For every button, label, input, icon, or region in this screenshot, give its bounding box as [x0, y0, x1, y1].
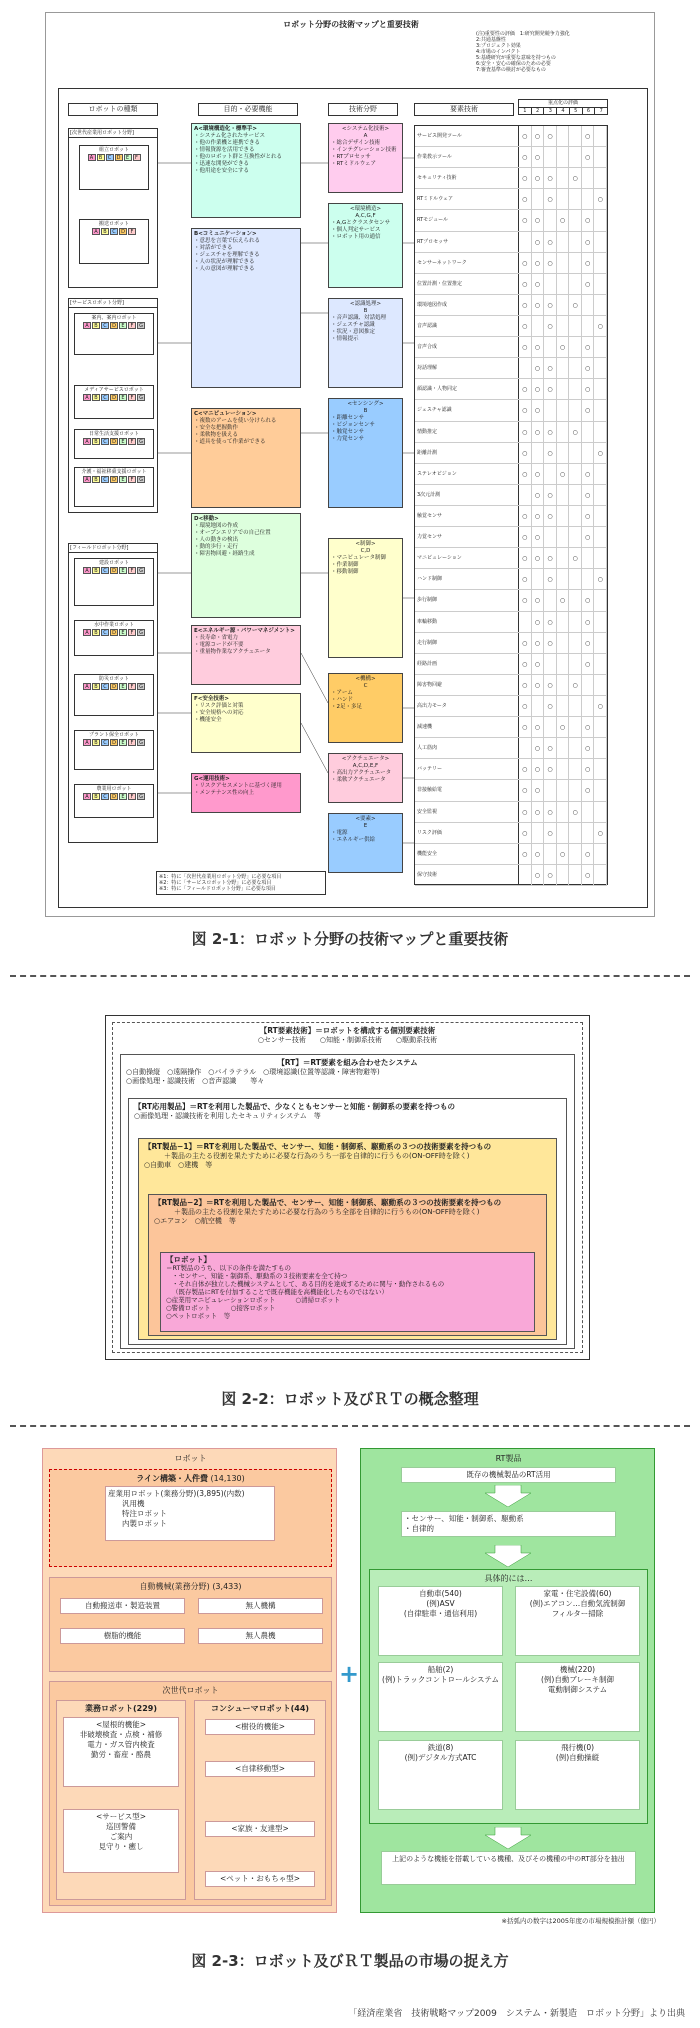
concrete-products-box: 具体的には… 自動車(540) (例)ASV (自律駐車・通信利用) 家電・住宅設備(60) (例)エアコン…自動気流制御 フィルター掃除 船舶(2) (例)トラックコントロールシステム 機械(220) (例)自動ブレーキ制御 電動制御システム 鉄道(8) (例)デジタル方式ATC 飛行機(0) (例)自動操縦: [369, 1569, 648, 1824]
robot-item: 防災ロボット A B C D E F G: [74, 674, 154, 716]
importance-cell: ○: [532, 759, 545, 779]
importance-cell: ○: [519, 759, 532, 779]
layer-rt-product-2: 【RT製品−2】＝RTを利用した製品で、センサー、知能・制御系、駆動系の３つの技術要素を持つもの ＋製品の主たる役割を果たすために必要な行為のうち全部を自律的に行うもの(ON-OFF時を除く) ○エアコン ○航空機 等: [148, 1194, 547, 1336]
tech-field-system: <システム化技術> A ・総合デザイン技術 ・インテグレーション技術 ・RTプロセッサ ・RTミドルウェア: [328, 123, 403, 193]
down-arrow-icon: [483, 1545, 533, 1567]
tech-map-title: ロボット分野の技術マップと重要技術: [283, 20, 419, 29]
importance-cell: ○: [519, 548, 532, 568]
importance-cell: ○: [519, 506, 532, 526]
key-tech-label: RTミドルウェア: [415, 189, 519, 209]
key-tech-label: セキュリティ技術: [415, 168, 519, 188]
importance-cell: ○: [532, 485, 545, 505]
importance-cell: ○: [582, 738, 595, 758]
divider: [10, 1425, 690, 1427]
tech-field-element: <要素> E ・電源 ・エネルギー供給: [328, 813, 403, 873]
auto-item: 無人機構: [198, 1598, 323, 1614]
business-robot-box: 業務ロボット(229) <屋根的機能> 非破壊検査・点検・補修 電力・ガス管内検査 勤労・畜産・酪農 <サービス型> 巡回警備 ご案内 見守り・癒し: [56, 1700, 186, 1900]
robot-item: 介護・福祉移乗支援ロボット A B C D E F G: [74, 467, 154, 507]
tech-field-control: <制御> C,D ・マニピュレータ制御 ・作業制御 ・移動制御: [328, 538, 403, 658]
key-tech-label: RTモジュール: [415, 210, 519, 230]
purpose-a-box: A<環境構造化・標準手> ・システム化されたサービス ・他の作業機と連携できる ・情報資源を活用できる ・他のロボット群と互換性がとれる ・迅速な開発ができる ・他用途を安全にする: [191, 123, 301, 218]
importance-cell: ○: [532, 274, 545, 294]
importance-cell: ○: [569, 802, 582, 822]
importance-cell: ○: [532, 506, 545, 526]
importance-cell: ○: [532, 865, 545, 885]
importance-cell: ○: [569, 295, 582, 315]
key-tech-header: 要素技術: [414, 103, 514, 116]
robot-item: 組立ロボット A B C D E F: [79, 145, 149, 190]
key-tech-label: 安全監視: [415, 802, 519, 822]
importance-cell: ○: [544, 802, 557, 822]
key-tech-label: 障害物回避: [415, 675, 519, 695]
importance-cell: ○: [519, 590, 532, 610]
key-tech-label: 音声認識: [415, 316, 519, 336]
importance-cell: ○: [557, 590, 570, 610]
key-tech-label: 機能安全: [415, 844, 519, 864]
importance-cell: ○: [582, 717, 595, 737]
importance-cell: ○: [557, 337, 570, 357]
key-tech-label: 力覚センサ: [415, 527, 519, 547]
key-tech-label: ジェスチャ認識: [415, 400, 519, 420]
importance-cell: ○: [532, 126, 545, 146]
importance-cell: ○: [582, 379, 595, 399]
importance-cell: ○: [532, 422, 545, 442]
robot-item: メディアサービスロボット A B C D E F G: [74, 385, 154, 419]
importance-cell: ○: [519, 464, 532, 484]
importance-cell: ○: [594, 823, 607, 843]
importance-cell: ○: [519, 400, 532, 420]
robot-group-field: [フィールドロボット分野] 建設ロボット A B C D E F G 水中作業ロボット A B C D E F G 防災ロボット A B C D E F G プラント保全ロボット A B C D E F G 農業用ロボット A B C D E F G: [68, 543, 158, 843]
importance-cell: ○: [519, 189, 532, 209]
industrial-robot-box: 産業用ロボット(業務分野)(3,895)(内数) 汎用機 特注ロボット 内製ロボット: [105, 1486, 275, 1541]
tech-field-environment: <環境構造> A,C,G,F ・A,Gとクラスタセンサ ・個人判定サービス ・ロボット用の通信: [328, 203, 403, 288]
importance-cell: ○: [544, 569, 557, 589]
auto-item: 自動搬送車・製造装置: [60, 1598, 185, 1614]
importance-cell: ○: [544, 422, 557, 442]
tech-map-footnotes: ※1：特に「次世代産業用ロボット分野」に必要な項目 ※2：特に「サービスロボット分野」に必要な項目 ※3：特に「フィールドロボット分野」に必要な項目: [156, 871, 326, 895]
robot-group-service: [サービスロボット分野] 案内、案内ロボット A B C D E F G メディアサービスロボット A B C D E F G 日常生活支援ロボット A B C D E F G 介護・福祉移乗支援ロボット A B C D E F G: [68, 298, 158, 513]
importance-cell: ○: [544, 548, 557, 568]
robot-item: プラント保全ロボット A B C D E F G: [74, 730, 154, 770]
importance-cell: ○: [582, 253, 595, 273]
importance-cell: ○: [519, 844, 532, 864]
importance-cell: ○: [519, 337, 532, 357]
connector-lines: [46, 13, 656, 918]
importance-cell: ○: [544, 738, 557, 758]
automatic-machine-box: 自動機械(業務分野) (3,433) 自動搬送車・製造装置 無人機構 樹脂的機能 無人農機: [49, 1577, 332, 1672]
auto-item: 樹脂的機能: [60, 1628, 185, 1644]
importance-cell: ○: [532, 844, 545, 864]
importance-cell: ○: [557, 464, 570, 484]
importance-cell: ○: [582, 506, 595, 526]
importance-cell: ○: [544, 612, 557, 632]
rt-concept-figure: [105, 1015, 590, 1360]
importance-cell: ○: [582, 654, 595, 674]
importance-cell: ○: [544, 633, 557, 653]
importance-cell: ○: [532, 379, 545, 399]
importance-cell: ○: [519, 654, 532, 674]
figure-2-1-caption: 図 2-1：ロボット分野の技術マップと重要技術: [191, 930, 509, 948]
business-items: <屋根的機能> 非破壊検査・点検・補修 電力・ガス管内検査 勤労・畜産・酪農: [63, 1717, 179, 1787]
importance-cell: ○: [569, 548, 582, 568]
importance-cell: ○: [519, 210, 532, 230]
purpose-header: 目的・必要機能: [198, 103, 298, 116]
layer-rt: 【RT】＝RT要素を組み合わせたシステム ○自動操縦 ○遠隔操作 ○バイラテラル ○環境認識(位置等認識・障害物避等) ○画像処理・認識技術 ○音声認識 等々: [120, 1054, 575, 1349]
rt-product-title: RT製品: [495, 1454, 522, 1463]
key-tech-label: 減速機: [415, 717, 519, 737]
divider: [10, 975, 690, 977]
key-tech-label: ハンド制御: [415, 569, 519, 589]
robot-item: 日常生活支援ロボット A B C D E F G: [74, 429, 154, 459]
importance-cell: ○: [519, 379, 532, 399]
importance-cell: ○: [519, 675, 532, 695]
key-tech-label: マニピュレーション: [415, 548, 519, 568]
importance-cell: ○: [569, 422, 582, 442]
importance-cell: ○: [582, 126, 595, 146]
down-arrow-icon: [483, 1485, 533, 1507]
purpose-e-box: E<エネルギー源・パワーマネジメント> ・長寿命・省電力 ・電源コードが不要 ・重量物作業なアクチュエータ: [191, 625, 301, 685]
importance-cell: ○: [519, 823, 532, 843]
key-tech-label: 位置計測・位置推定: [415, 274, 519, 294]
product-card: 鉄道(8) (例)デジタル方式ATC: [378, 1740, 503, 1810]
importance-cell: ○: [519, 527, 532, 547]
importance-cell: ○: [544, 443, 557, 463]
importance-cell: ○: [532, 464, 545, 484]
importance-cell: ○: [532, 527, 545, 547]
importance-cell: ○: [582, 633, 595, 653]
key-tech-label: 保守技術: [415, 865, 519, 885]
importance-cell: ○: [532, 802, 545, 822]
product-card: 家電・住宅設備(60) (例)エアコン…自動気流制御 フィルター掃除: [515, 1586, 640, 1656]
importance-cell: ○: [519, 443, 532, 463]
importance-cell: ○: [544, 189, 557, 209]
importance-cell: ○: [532, 738, 545, 758]
figure-2-3-caption: 図 2-3：ロボット及びＲＴ製品の市場の捉え方: [191, 1952, 509, 1970]
importance-cell: ○: [532, 548, 545, 568]
importance-cell: ○: [519, 295, 532, 315]
importance-cell: ○: [519, 696, 532, 716]
next-gen-robot-box: 次世代ロボット 業務ロボット(229) <屋根的機能> 非破壊検査・点検・補修 電力・ガス管内検査 勤労・畜産・酪農 <サービス型> 巡回警備 ご案内 見守り・癒し コンシューマロボット(44) <樹役的機能> <自律移動型> <家族・友達型> <ペット・おもちゃ型>: [49, 1681, 332, 1906]
purpose-d-box: D<移動> ・環境地図の作成 ・オープンエリアでの自己位置 ・人の動きの検出 ・動的歩行・走行 ・障害物回避・経路生成: [191, 513, 301, 618]
importance-cell: ○: [519, 316, 532, 336]
importance-cell: ○: [582, 232, 595, 252]
importance-cell: ○: [532, 295, 545, 315]
consumer-item: <樹役的機能>: [205, 1719, 315, 1735]
consumer-robot-box: コンシューマロボット(44) <樹役的機能> <自律移動型> <家族・友達型> <ペット・おもちゃ型>: [194, 1700, 326, 1900]
tech-field-actuator: <アクチュエータ> A,C,D,E,F ・高出力アクチュエータ ・柔軟アクチュエータ: [328, 753, 403, 803]
plus-icon: +: [338, 1660, 360, 1688]
key-tech-label: RTプロセッサ: [415, 232, 519, 252]
robot-item: 搬送ロボット A B C D F: [79, 219, 149, 264]
element-box: ・センサー、知能・制御系、駆動系 ・自律的: [401, 1511, 616, 1537]
existing-product-box: 既存の機械製品のRT活用: [401, 1467, 616, 1483]
market-left-panel: [42, 1448, 337, 1913]
robot-panel-title: ロボット: [174, 1454, 207, 1463]
importance-cell: ○: [532, 253, 545, 273]
importance-cell: ○: [582, 759, 595, 779]
importance-cell: ○: [544, 759, 557, 779]
layer-rt-applied: 【RT応用製品】＝RTを利用した製品で、少なくともセンサーと知能・制御系の要素を持つもの ○画像処理・認識技術を利用したセキュリティシステム 等: [128, 1098, 567, 1345]
robot-group-industrial: [次世代産業用ロボット分野] 組立ロボット A B C D E F 搬送ロボット A B C D F: [68, 128, 158, 288]
importance-cell: ○: [544, 358, 557, 378]
importance-cell: ○: [532, 210, 545, 230]
key-tech-label: 経路計画: [415, 654, 519, 674]
importance-cell: ○: [544, 865, 557, 885]
importance-cell: ○: [519, 569, 532, 589]
key-tech-label: センサーネットワーク: [415, 253, 519, 273]
key-tech-label: バッテリー: [415, 759, 519, 779]
importance-cell: ○: [557, 717, 570, 737]
importance-cell: ○: [582, 147, 595, 167]
importance-cell: ○: [532, 337, 545, 357]
importance-cell: ○: [532, 675, 545, 695]
consumer-item: <家族・友達型>: [205, 1821, 315, 1837]
importance-cell: ○: [532, 147, 545, 167]
line-building-box: ライン構築・人件費 (14,130) 産業用ロボット(業務分野)(3,895)(内数) 汎用機 特注ロボット 内製ロボット: [49, 1469, 332, 1567]
importance-cell: ○: [544, 126, 557, 146]
layer-rt-product-1: 【RT製品−1】＝RTを利用した製品で、センサー、知能・制御系、駆動系の３つの技術要素を持つもの ＋製品の主たる役割を果たすために必要な行為のうち一部を自律的に行うもの(ON-OFF時を除く) ○自動車 ○建機 等: [138, 1138, 557, 1340]
auto-item: 無人農機: [198, 1628, 323, 1644]
importance-cell: ○: [544, 168, 557, 188]
robot-item: 建設ロボット A B C D E F G: [74, 558, 154, 606]
importance-cell: ○: [582, 780, 595, 800]
tech-field-header: 技術分野: [328, 103, 398, 116]
robot-item: 農業用ロボット A B C D E F G: [74, 784, 154, 818]
key-tech-label: リスク評価: [415, 823, 519, 843]
key-tech-label: 走行制御: [415, 633, 519, 653]
importance-cell: ○: [544, 253, 557, 273]
key-tech-label: 車輪移動: [415, 612, 519, 632]
layer-rt-elements: 【RT要素技術】＝ロボットを構成する個別要素技術 ○センサー技術 ○知能・制御系技術 ○駆動系技術: [112, 1022, 583, 1353]
conclusion-box: 上記のような機能を搭載している機種、及びその機種の中のRT部分を抽出: [381, 1851, 636, 1885]
market-note: ※括弧内の数字は2005年度の市場規模推計額（億円）: [501, 1917, 660, 1925]
importance-cell: ○: [519, 253, 532, 273]
importance-cell: ○: [569, 168, 582, 188]
importance-cell: ○: [519, 274, 532, 294]
layer-robot: 【ロボット】 ＝RT製品のうち、以下の条件を満たすもの ・センサー、知能・制御系、駆動系の３技術要素を全て持つ ・それ自体が独立した機械システムとして、ある目的を達成するために関与・動作されるもの （既存製品にRTを付加することで既存機能を高機能化したものではない） ○産業用マニピュレーションロボット ○清掃ロボット ○警備ロボット ○接客ロボット ○ペットロボット 等: [160, 1252, 535, 1332]
importance-cell: ○: [532, 590, 545, 610]
importance-cell: ○: [519, 780, 532, 800]
importance-cell: ○: [519, 147, 532, 167]
importance-cell: ○: [519, 802, 532, 822]
tech-field-recognition: <認識処理> B ・音声認識、対話処理 ・ジェスチャ認識 ・状況・意図推定 ・情報提示: [328, 298, 403, 388]
robot-type-header: ロボットの種類: [68, 103, 158, 116]
importance-cell: ○: [594, 316, 607, 336]
importance-cell: ○: [582, 337, 595, 357]
importance-cell: ○: [532, 612, 545, 632]
robot-item: 水中作業ロボット A B C D E F G: [74, 620, 154, 656]
key-tech-label: 3次元計測: [415, 485, 519, 505]
importance-cell: ○: [532, 780, 545, 800]
importance-cell: ○: [532, 400, 545, 420]
importance-cell: ○: [582, 358, 595, 378]
key-tech-label: 情動推定: [415, 422, 519, 442]
tech-field-mechanism: <機構> C ・アーム ・ハンド ・2足・多足: [328, 673, 403, 743]
importance-cell: ○: [582, 844, 595, 864]
key-tech-label: 歩行制御: [415, 590, 519, 610]
down-arrow-icon: [483, 1827, 533, 1849]
key-tech-label: 音声合成: [415, 337, 519, 357]
source-note: 「経済産業省 技術戦略マップ2009 システム・新製造 ロボット分野」より出典: [348, 2009, 685, 2019]
market-right-panel: [360, 1448, 655, 1913]
importance-cell: ○: [544, 696, 557, 716]
service-items: <サービス型> 巡回警備 ご案内 見守り・癒し: [63, 1809, 179, 1873]
importance-cell: ○: [532, 168, 545, 188]
importance-cell: ○: [544, 506, 557, 526]
importance-cell: ○: [582, 485, 595, 505]
importance-cell: ○: [544, 295, 557, 315]
product-card: 自動車(540) (例)ASV (自律駐車・通信利用): [378, 1586, 503, 1656]
importance-legend: (注)重要性の評価 1:研究開発競争力強化 2:共通基盤性 3:プロジェクト効果 4:市場のインパクト 5:基礎研究が重要な意味を持つもの 6:安全・安心の確保のための必要 7:審査基準の検討が必要なもの: [476, 31, 570, 73]
key-tech-label: 環境地図作成: [415, 295, 519, 315]
product-card: 船舶(2) (例)トラックコントロールシステム: [378, 1662, 503, 1732]
importance-cell: ○: [544, 316, 557, 336]
importance-cell: ○: [532, 717, 545, 737]
importance-cell: ○: [569, 675, 582, 695]
importance-cell: ○: [594, 569, 607, 589]
importance-cell: ○: [582, 274, 595, 294]
key-tech-label: ステレオビジョン: [415, 464, 519, 484]
purpose-b-box: B<コミュニケーション> ・意思を言葉で伝えられる ・対話ができる ・ジェスチャを理解できる ・人の状況が理解できる ・人の意図が理解できる: [191, 228, 301, 388]
importance-cell: ○: [519, 126, 532, 146]
importance-cell: ○: [594, 189, 607, 209]
importance-cell: ○: [582, 590, 595, 610]
purpose-f-box: F<安全技術> ・リスク評価と対策 ・安全規格への対応 ・機能安全: [191, 693, 301, 753]
product-card: 飛行機(0) (例)自動操縦: [515, 1740, 640, 1810]
importance-cell: ○: [582, 210, 595, 230]
figure-2-2-caption: 図 2-2：ロボット及びＲＴの概念整理: [221, 1390, 479, 1408]
importance-cell: ○: [519, 422, 532, 442]
key-tech-label: 触覚センサ: [415, 506, 519, 526]
importance-cell: ○: [544, 379, 557, 399]
purpose-c-box: C<マニピュレーション> ・複数のアームを使い分けられる ・安全な把握動作 ・柔軟物を扱える ・道具を使って作業ができる: [191, 408, 301, 508]
importance-cell: ○: [532, 633, 545, 653]
importance-cell: ○: [532, 358, 545, 378]
importance-cell: ○: [544, 823, 557, 843]
importance-header: 重点化の評価 1 2 3 4 5 6 7: [518, 99, 608, 115]
importance-cell: ○: [532, 232, 545, 252]
key-tech-label: 高出力モータ: [415, 696, 519, 716]
importance-cell: ○: [544, 232, 557, 252]
importance-cell: ○: [582, 612, 595, 632]
consumer-item: <自律移動型>: [205, 1761, 315, 1777]
importance-cell: ○: [519, 168, 532, 188]
key-tech-label: 対話理解: [415, 358, 519, 378]
consumer-item: <ペット・おもちゃ型>: [205, 1871, 315, 1887]
key-tech-label: 距離計測: [415, 443, 519, 463]
key-tech-label: 人工筋肉: [415, 738, 519, 758]
key-tech-label: サービス開発ツール: [415, 126, 519, 146]
importance-cell: ○: [519, 633, 532, 653]
importance-cell: ○: [582, 400, 595, 420]
importance-cell: ○: [544, 675, 557, 695]
importance-cell: ○: [582, 865, 595, 885]
purpose-g-box: G<運用技術> ・リスクアセスメントに基づく運用 ・メンテナンス性の向上: [191, 773, 301, 813]
robot-item: 案内、案内ロボット A B C D E F G: [74, 313, 154, 355]
importance-cell: ○: [582, 527, 595, 547]
product-card: 機械(220) (例)自動ブレーキ制御 電動制御システム: [515, 1662, 640, 1732]
importance-cell: ○: [582, 464, 595, 484]
importance-cell: ○: [557, 210, 570, 230]
tech-field-sensing: <センシング> B ・距離センサ ・ビジョンセンサ ・触覚センサ ・力覚センサ: [328, 398, 403, 508]
key-tech-label: 顔認識・人物同定: [415, 379, 519, 399]
tech-map-figure: [45, 12, 655, 917]
importance-cell: ○: [557, 844, 570, 864]
key-tech-label: 非接触給電: [415, 780, 519, 800]
importance-cell: ○: [532, 654, 545, 674]
importance-cell: ○: [544, 485, 557, 505]
key-tech-label: 作業教示ツール: [415, 147, 519, 167]
importance-cell: ○: [519, 717, 532, 737]
importance-cell: ○: [594, 443, 607, 463]
importance-cell: ○: [594, 696, 607, 716]
